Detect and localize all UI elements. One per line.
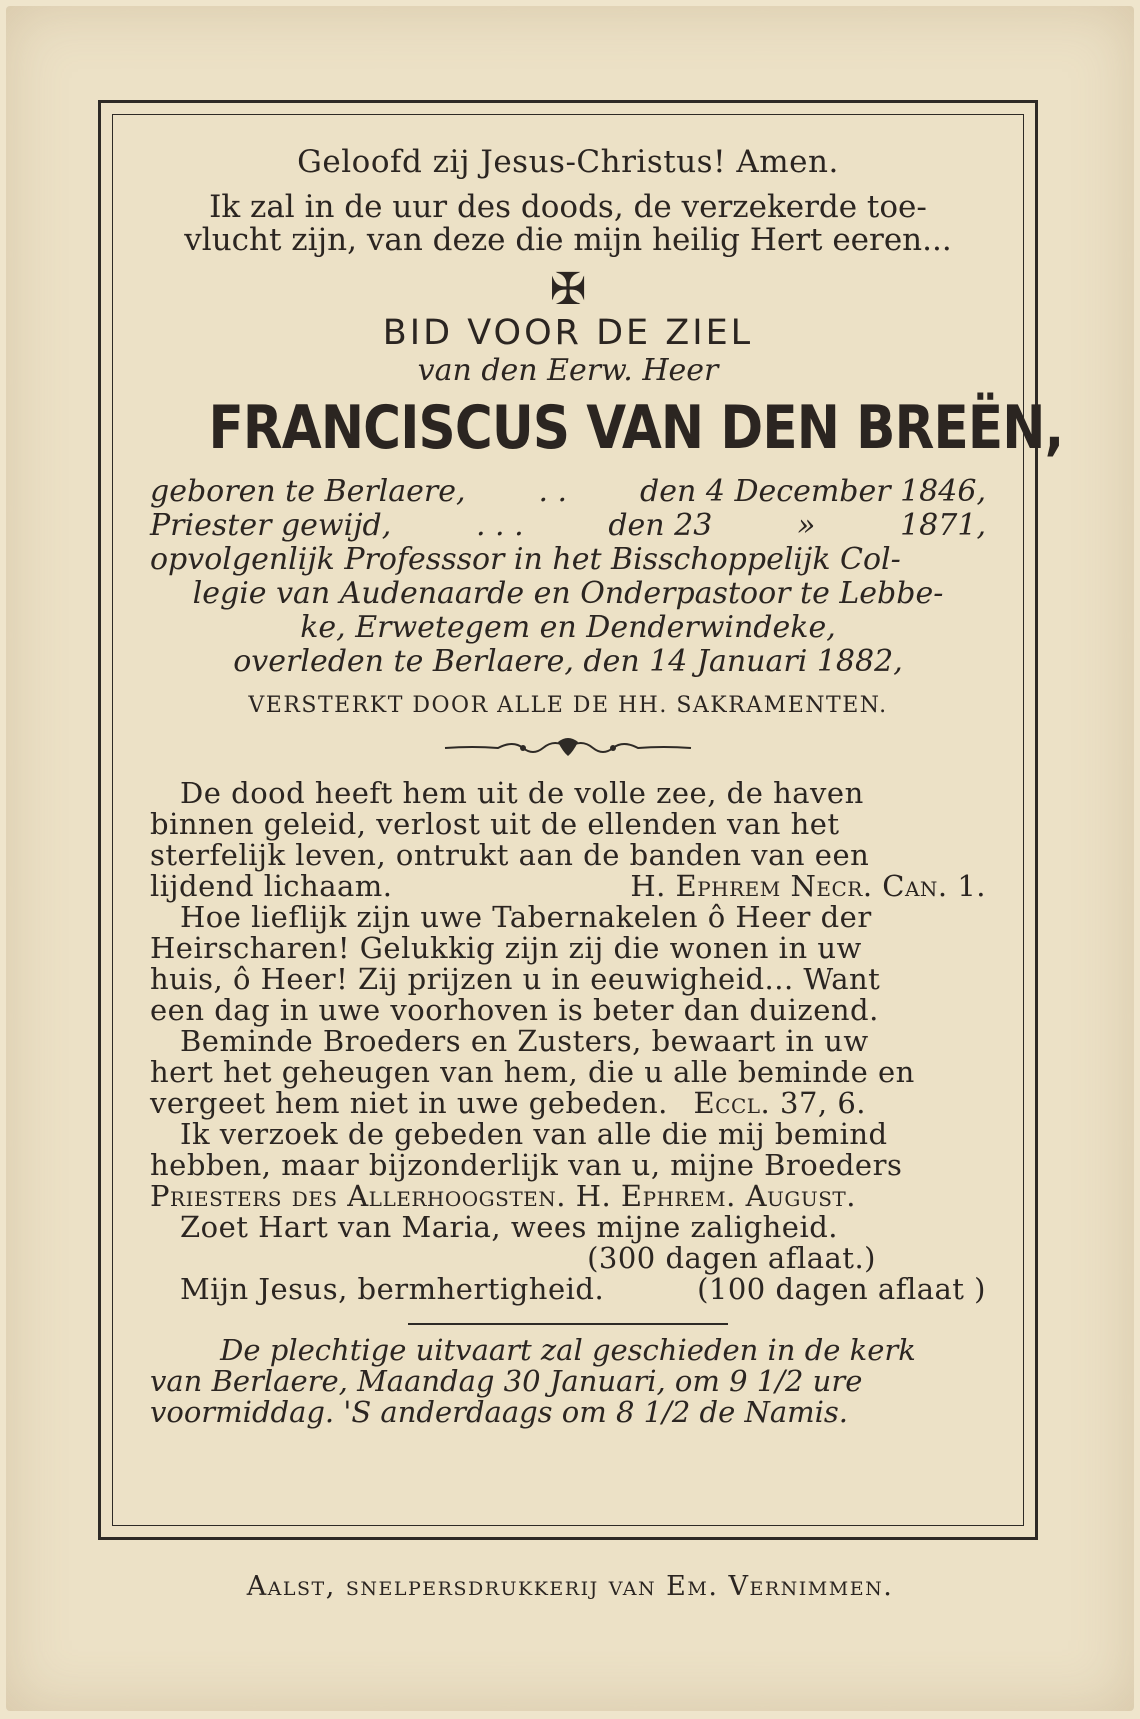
paragraph-3-line-3 (150, 1088, 986, 1119)
ordination-dots: . . . (475, 508, 524, 543)
ordination-line (150, 509, 986, 543)
career-line-2: legie van Audenaarde en Onderpastoor te Lebbe- (192, 576, 944, 611)
invocation-jesus: Mijn Jesus, bermhertigheid. (180, 1272, 605, 1306)
paragraph-4-line-3: Priesters des Allerhoogsten. H. Ephrem. August. (150, 1179, 856, 1213)
paragraph-4-line-1: Ik verzoek de gebeden van alle die mij bemind (180, 1117, 888, 1151)
funeral-notice (150, 1335, 986, 1428)
indulgence-300: (300 dagen aflaat.) (587, 1241, 876, 1275)
funeral-line-3: voormiddag. 'S anderdaags om 8 1/2 de Namis. (150, 1395, 848, 1429)
ordination-year: 1871, (900, 508, 986, 543)
deceased-name: FRANCISCUS VAN DEN BREËN, (208, 393, 1064, 463)
ditto-mark: » (797, 508, 816, 543)
indulgence-100: (100 dagen aflaat ) (697, 1272, 986, 1306)
printer-credit: Aalst, snelpersdrukkerij van Em. Vernimmen. (246, 1571, 894, 1602)
paragraph-2-line-2: Heirscharen! Gelukkig zijn zij die wonen in uw (150, 931, 862, 965)
paragraph-2-line-1: Hoe lieflijk zijn uwe Tabernakelen ô Heer der (180, 900, 872, 934)
paragraph-1-line-1: De dood heeft hem uit de volle zee, de haven (180, 776, 864, 810)
birth-line (150, 475, 986, 509)
card-content (150, 140, 1064, 1429)
invocation-mary: Zoet Hart van Maria, wees mijne zaligheid. (180, 1210, 839, 1244)
meditation-text (150, 778, 986, 1305)
paragraph-2-line-4: een dag in uwe voorhoven is beter dan duizend. (150, 993, 879, 1027)
paragraph-2-line-3: huis, ô Heer! Zij prijzen u in eeuwigheid... Want (150, 962, 881, 996)
paragraph-1-end: lijdend lichaam. (150, 869, 393, 903)
cross-icon: ✠ (549, 264, 587, 315)
honorific: van den Eerw. Heer (417, 353, 719, 388)
paragraph-3-line-2: hert het geheugen van hem, die u alle beminde en (150, 1055, 915, 1089)
invocation-jesus-line (150, 1274, 986, 1305)
funeral-line-2: van Berlaere, Maandag 30 Januari, om 9 1/2 ure (150, 1364, 863, 1398)
funeral-line-1: De plechtige uitvaart zal geschieden in de kerk (220, 1333, 916, 1367)
biography (150, 475, 986, 679)
flourish-ornament-icon (443, 736, 693, 760)
divider (408, 1323, 728, 1325)
sacraments-line: VERSTERKT DOOR ALLE DE HH. SAKRAMENTEN. (248, 693, 888, 718)
birth-dots: . . (538, 474, 568, 509)
career-line-1: opvolgenlijk Professsor in het Bisschoppelijk Col- (150, 542, 901, 577)
prayer-title: BID VOOR DE ZIEL (382, 313, 754, 353)
career-line-3: ke, Erwetegem en Denderwindeke, (300, 610, 836, 645)
scripture-line-2: vlucht zijn, van deze die mijn heilig Hert eeren... (184, 222, 952, 258)
source-citation-2: Eccl. 37, 6. (693, 1086, 866, 1120)
opening-blessing: Geloofd zij Jesus-Christus! Amen. (297, 144, 839, 180)
birth-label: geboren te Berlaere, (150, 474, 466, 509)
death-line: overleden te Berlaere, den 14 Januari 1882, (233, 644, 903, 679)
birth-date: den 4 December 1846, (640, 474, 986, 509)
ordination-label: Priester gewijd, (150, 508, 392, 543)
paragraph-3-line-1: Beminde Broeders en Zusters, bewaart in uw (180, 1024, 869, 1058)
paragraph-1-line-4 (150, 871, 986, 902)
paragraph-1-line-3: sterfelijk leven, ontrukt aan de banden van een (150, 838, 870, 872)
source-citation-1: H. Ephrem Necr. Can. 1. (630, 869, 986, 903)
paragraph-4-line-2: hebben, maar bijzonderlijk van u, mijne Broeders (150, 1148, 903, 1182)
scripture-line-1: Ik zal in de uur des doods, de verzekerde toe- (209, 189, 927, 225)
paragraph-3-end: vergeet hem niet in uwe gebeden. (150, 1086, 668, 1120)
ordination-day: den 23 (608, 508, 713, 543)
paragraph-1-line-2: binnen geleid, verlost uit de ellenden van het (150, 807, 840, 841)
